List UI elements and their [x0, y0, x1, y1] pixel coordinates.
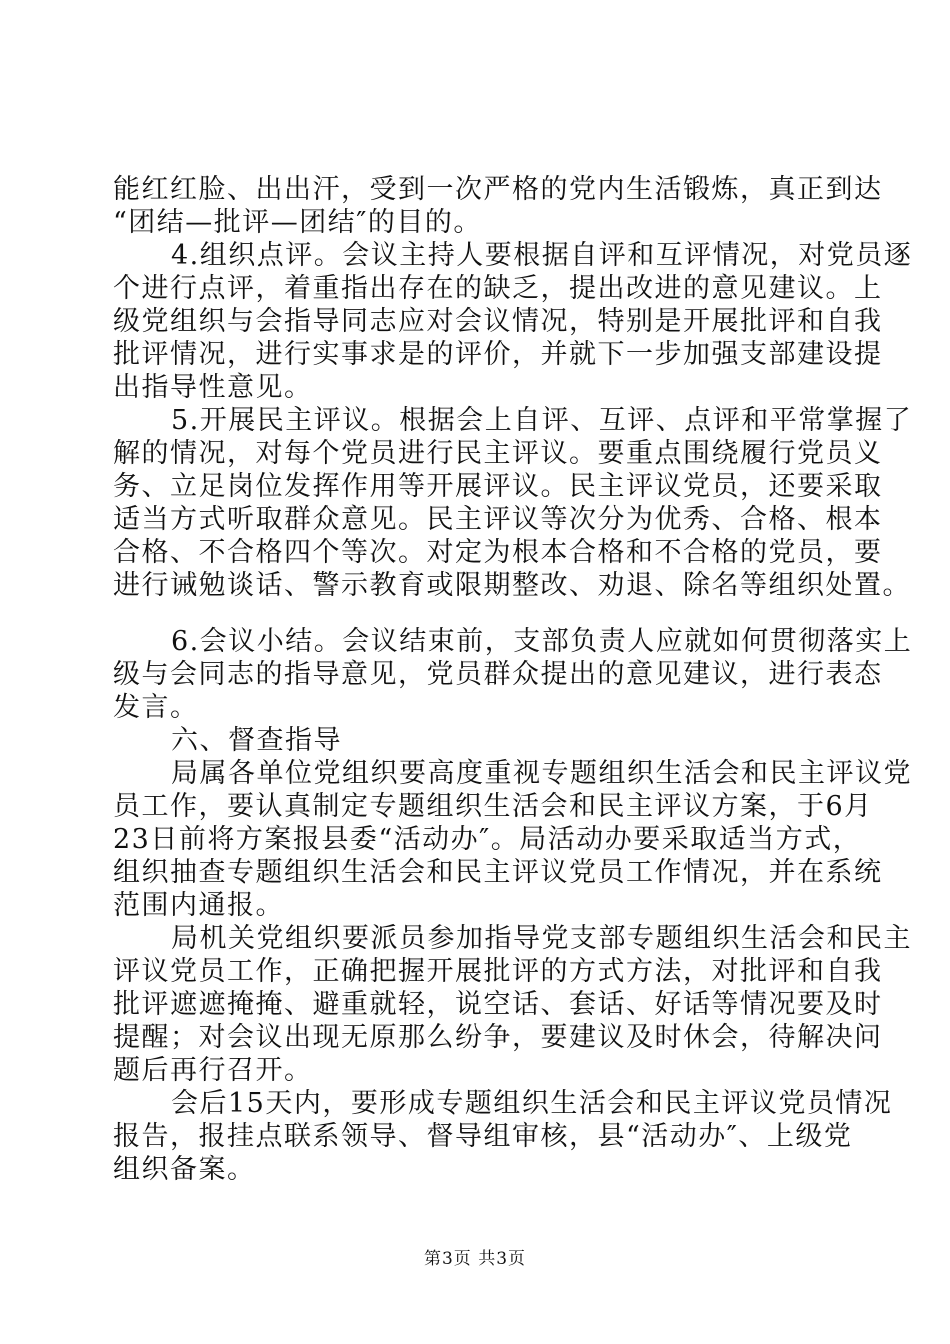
text-line: 6.会议小结。会议结束前，支部负责人应就如何贯彻落实上	[171, 626, 913, 657]
page-number-footer: 第3页 共3页	[423, 1249, 527, 1269]
text-line: 员工作，要认真制定专题组织生活会和民主评议方案，于6月	[113, 791, 873, 822]
text-line: 进行诫勉谈话、警示教育或限期整改、劝退、除名等组织处置。	[113, 570, 911, 601]
text-line: 5.开展民主评议。根据会上自评、互评、点评和平常掌握了	[171, 405, 913, 436]
text-line: 个进行点评，着重指出存在的缺乏，提出改进的意见建议。上	[113, 273, 883, 304]
text-line: 范围内通报。	[113, 890, 284, 921]
text-line: “团结—批评—团结″的目的。	[113, 207, 482, 238]
text-line: 评议党员工作，正确把握开展批评的方式方法，对批评和自我	[113, 956, 883, 987]
text-line: 会后15天内，要形成专题组织生活会和民主评议党员情况	[171, 1088, 893, 1119]
text-line: 4.组织点评。会议主持人要根据自评和互评情况，对党员逐	[171, 240, 913, 271]
text-line: 能红红脸、出出汗，受到一次严格的党内生活锻炼，真正到达	[113, 174, 883, 205]
text-line: 出指导性意见。	[113, 372, 313, 403]
text-line: 23日前将方案报县委“活动办″。局活动办要采取适当方式，	[113, 824, 862, 855]
text-line: 局机关党组织要派员参加指导党支部专题组织生活会和民主	[171, 923, 912, 954]
text-line: 批评情况，进行实事求是的评价，并就下一步加强支部建设提	[113, 339, 883, 370]
text-line: 合格、不合格四个等次。对定为根本合格和不合格的党员，要	[113, 537, 883, 568]
text-line: 务、立足岗位发挥作用等开展评议。民主评议党员，还要采取	[113, 471, 883, 502]
section-heading: 六、督查指导	[171, 725, 342, 756]
text-line: 适当方式听取群众意见。民主评议等次分为优秀、合格、根本	[113, 504, 883, 535]
text-line: 级党组织与会指导同志应对会议情况，特别是开展批评和自我	[113, 306, 883, 337]
text-line: 组织抽查专题组织生活会和民主评议党员工作情况，并在系统	[113, 857, 883, 888]
text-line: 提醒；对会议出现无原那么纷争，要建议及时休会，待解决问	[113, 1022, 883, 1053]
text-line: 发言。	[113, 692, 199, 723]
text-line: 局属各单位党组织要高度重视专题组织生活会和民主评议党	[171, 758, 912, 789]
text-line: 批评遮遮掩掩、避重就轻，说空话、套话、好话等情况要及时	[113, 989, 883, 1020]
text-line: 级与会同志的指导意见，党员群众提出的意见建议，进行表态	[113, 659, 883, 690]
text-line: 组织备案。	[113, 1154, 256, 1185]
text-line: 题后再行召开。	[113, 1055, 313, 1086]
text-line: 报告，报挂点联系领导、督导组审核，县“活动办″、上级党	[113, 1121, 853, 1152]
text-line: 解的情况，对每个党员进行民主评议。要重点围绕履行党员义	[113, 438, 883, 469]
